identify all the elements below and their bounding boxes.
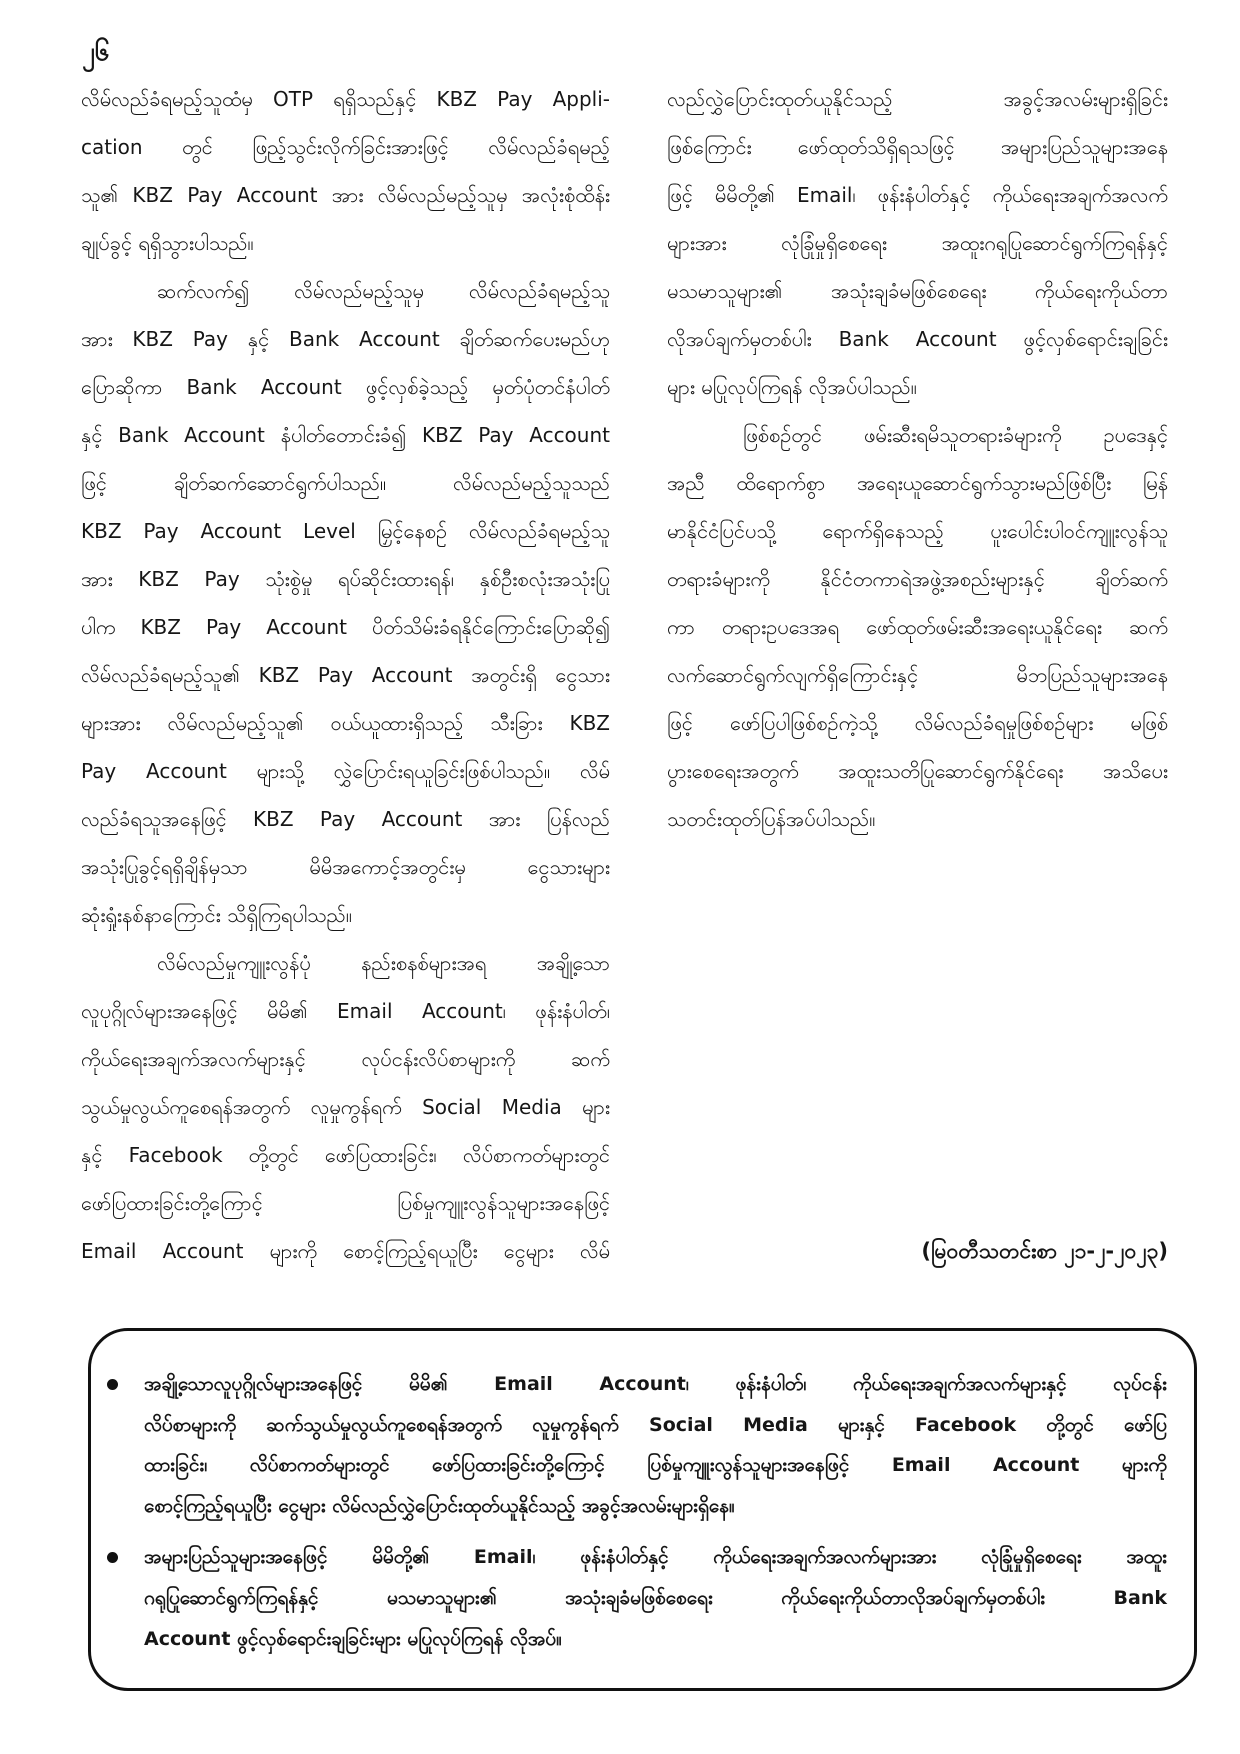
text-line: နှင့် Bank Account နံပါတ်တောင်းခံ၍ KBZ Pay Account: [81, 423, 610, 447]
text-line: နှင့် Facebook တို့တွင် ဖော်ပြထားခြင်း၊ လိပ်စာကတ်များတွင်: [81, 1143, 610, 1167]
bullet-text-line: Account ဖွင့်လှစ်ရောင်းချခြင်းများ မပြုလုပ်ကြရန် လိုအပ်။: [144, 1627, 562, 1650]
text-line: များ မပြုလုပ်ကြရန် လိုအပ်ပါသည်။: [667, 375, 917, 399]
bullet-text-line: လိပ်စာများကို ဆက်သွယ်မှုလွယ်ကူစေရန်အတွက် လူမှုကွန်ရက် Social Media များနှင့် Facebook တို့တွင် ဖော်ပြ: [144, 1413, 1167, 1436]
text-line: ကိုယ်ရေးအချက်အလက်များနှင့် လုပ်ငန်းလိပ်စာများကို ဆက်: [81, 1047, 610, 1071]
bullet-icon: [107, 1552, 118, 1563]
text-line: လိမ်လည်မှုကျူးလွန်ပုံ နည်းစနစ်များအရ အချို့သော: [157, 951, 610, 975]
text-line: ဖြစ်စဉ်တွင် ဖမ်းဆီးရမိသူတရားခံများကို ဥပဒေနှင့်: [743, 423, 1168, 447]
text-line: cation တွင် ဖြည့်သွင်းလိုက်ခြင်းအားဖြင့် လိမ်လည်ခံရမည့်: [81, 135, 610, 159]
text-line: ဖြင့် ချိတ်ဆက်ဆောင်ရွက်ပါသည်။ လိမ်လည်မည့်သူသည်: [81, 471, 610, 495]
text-line: Email Account များကို စောင့်ကြည့်ရယူပြီး ငွေများ လိမ်: [81, 1239, 610, 1263]
text-line: ဆုံးရှုံးနစ်နာကြောင်း သိရှိကြရပါသည်။: [81, 903, 352, 927]
text-line: လက်ဆောင်ရွက်လျက်ရှိကြောင်းနှင့် မိဘပြည်သူများအနေ: [667, 663, 1168, 687]
text-line: မာနိုင်ငံပြင်ပသို့ ရောက်ရှိနေသည့် ပူးပေါင်းပါဝင်ကျူးလွန်သူ: [667, 519, 1168, 543]
paragraph: [81, 267, 610, 939]
text-line: လိမ်လည်ခံရမည့်သူ၏ KBZ Pay Account အတွင်းရှိ ငွေသား: [81, 663, 610, 687]
text-line: အား KBZ Pay သုံးစွဲမှု ရပ်ဆိုင်းထားရန်၊ နှစ်ဦးစလုံးအသုံးပြု: [81, 567, 610, 591]
text-line: ဆက်လက်၍ လိမ်လည်မည့်သူမှ လိမ်လည်ခံရမည့်သူ: [157, 279, 610, 303]
source-citation: (မြဝတီသတင်းစာ ၂၁-၂-၂၀၂၃): [921, 1239, 1168, 1263]
bullet-text-line: စောင့်ကြည့်ရယူပြီး ငွေများ လိမ်လည်လွှဲပြောင်းထုတ်ယူနိုင်သည့် အခွင့်အလမ်းများရှိနေ။: [144, 1494, 735, 1517]
summary-box: [88, 1328, 1197, 1691]
text-line: ပြောဆိုကာ Bank Account ဖွင့်လှစ်ခဲ့သည့် မှတ်ပုံတင်နံပါတ်: [81, 375, 610, 399]
text-line: များအား လုံခြုံမှုရှိစေရေး အထူးဂရုပြုဆောင်ရွက်ကြရန်နှင့်: [667, 231, 1168, 255]
page-number: ၂၆: [82, 37, 110, 67]
text-line: လည်ခံရသူအနေဖြင့် KBZ Pay Account အား ပြန်လည်: [81, 807, 610, 831]
text-line: KBZ Pay Account Level မြှင့်နေစဉ် လိမ်လည်ခံရမည့်သူ: [81, 519, 610, 543]
text-line: အား KBZ Pay နှင့် Bank Account ချိတ်ဆက်ပေးမည်ဟု: [81, 327, 610, 351]
paragraph: [667, 75, 1168, 411]
bullet-text: [144, 1537, 1167, 1659]
bullet-text-line: အချို့သောလူပုဂ္ဂိုလ်များအနေဖြင့် မိမိ၏ Email Account၊ ဖုန်းနံပါတ်၊ ကိုယ်ရေးအချက်အလက်များနှင့် လုပ်ငန်း: [144, 1373, 1167, 1395]
text-line: လိုအပ်ချက်မှတစ်ပါး Bank Account ဖွင့်လှစ်ရောင်းချခြင်း: [667, 327, 1168, 351]
text-line: ဖော်ပြထားခြင်းတို့ကြောင့် ပြစ်မှုကျူးလွန်သူများအနေဖြင့်: [81, 1191, 610, 1215]
text-line: ဖြင့် ဖော်ပြပါဖြစ်စဉ်ကဲ့သို့ လိမ်လည်ခံရမှုဖြစ်စဉ်များ မဖြစ်: [667, 711, 1168, 735]
text-line: လူပုဂ္ဂိုလ်များအနေဖြင့် မိမိ၏ Email Account၊ ဖုန်းနံပါတ်၊: [81, 999, 610, 1023]
text-line: ကာ တရားဥပဒေအရ ဖော်ထုတ်ဖမ်းဆီးအရေးယူနိုင်ရေး ဆက်: [667, 615, 1168, 639]
text-line: မသမာသူများ၏ အသုံးချခံမဖြစ်စေရေး ကိုယ်ရေးကိုယ်တာ: [667, 279, 1168, 303]
summary-bullet: [144, 1537, 1167, 1659]
text-line: သတင်းထုတ်ပြန်အပ်ပါသည်။: [667, 807, 876, 831]
bullet-text-line: ဂရုပြုဆောင်ရွက်ကြရန်နှင့် မသမာသူများ၏ အသုံးချခံမဖြစ်စေရေး ကိုယ်ရေးကိုယ်တာလိုအပ်ချက်မှတစ်ပါး Bank: [144, 1586, 1167, 1609]
paragraph: [667, 411, 1168, 843]
text-line: လည်လွှဲပြောင်းထုတ်ယူနိုင်သည့် အခွင့်အလမ်းများရှိခြင်း: [667, 87, 1168, 111]
bullet-text: [144, 1364, 1167, 1526]
bullet-text-line: အများပြည်သူများအနေဖြင့် မိမိတို့၏ Email၊ ဖုန်းနံပါတ်နှင့် ကိုယ်ရေးအချက်အလက်များအား လုံခြုံမှုရှိစေရေး အထူး: [144, 1546, 1167, 1569]
text-line: များအား လိမ်လည်မည့်သူ၏ ဝယ်ယူထားရှိသည့် သီးခြား KBZ: [81, 711, 610, 735]
text-line: ချုပ်ခွင့် ရရှိသွားပါသည်။: [81, 231, 254, 255]
text-line: အသုံးပြုခွင့်ရရှိချိန်မှသာ မိမိအကောင့်အတွင်းမှ ငွေသားများ: [81, 855, 610, 879]
paragraph: [81, 939, 610, 1275]
paragraph: [81, 75, 610, 267]
text-line: သွယ်မှုလွယ်ကူစေရန်အတွက် လူမှုကွန်ရက် Social Media များ: [81, 1095, 610, 1119]
text-line: ဖြစ်ကြောင်း ဖော်ထုတ်သိရှိရသဖြင့် အများပြည်သူများအနေ: [667, 135, 1168, 159]
text-line: ဖြင့် မိမိတို့၏ Email၊ ဖုန်းနံပါတ်နှင့် ကိုယ်ရေးအချက်အလက်: [667, 183, 1168, 207]
text-line: သူ၏ KBZ Pay Account အား လိမ်လည်မည့်သူမှ အလုံးစုံထိန်း: [81, 183, 610, 207]
bullet-text-line: ထားခြင်း၊ လိပ်စာကတ်များတွင် ဖော်ပြထားခြင်းတို့ကြောင့် ပြစ်မှုကျူးလွန်သူများအနေဖြင့် Email Account များကို: [144, 1454, 1167, 1477]
text-line: တရားခံများကို နိုင်ငံတကာရဲအဖွဲ့အစည်းများနှင့် ချိတ်ဆက်: [667, 567, 1168, 591]
article-left-column: [81, 75, 610, 1275]
text-line: Pay Account များသို့ လွှဲပြောင်းရယူခြင်းဖြစ်ပါသည်။ လိမ်: [81, 759, 610, 783]
text-line: ပါက KBZ Pay Account ပိတ်သိမ်းခံရနိုင်ကြောင်းပြောဆို၍: [81, 615, 610, 639]
article-right-column: [667, 75, 1168, 843]
bullet-icon: [107, 1379, 118, 1390]
text-line: လိမ်လည်ခံရမည့်သူထံမှ OTP ရရှိသည်နှင့် KBZ Pay Appli-: [81, 87, 610, 111]
text-line: ပွားစေရေးအတွက် အထူးသတိပြုဆောင်ရွက်နိုင်ရေး အသိပေး: [667, 759, 1168, 783]
text-line: အညီ ထိရောက်စွာ အရေးယူဆောင်ရွက်သွားမည်ဖြစ်ပြီး မြန်: [667, 471, 1168, 495]
summary-bullet: [144, 1364, 1167, 1526]
